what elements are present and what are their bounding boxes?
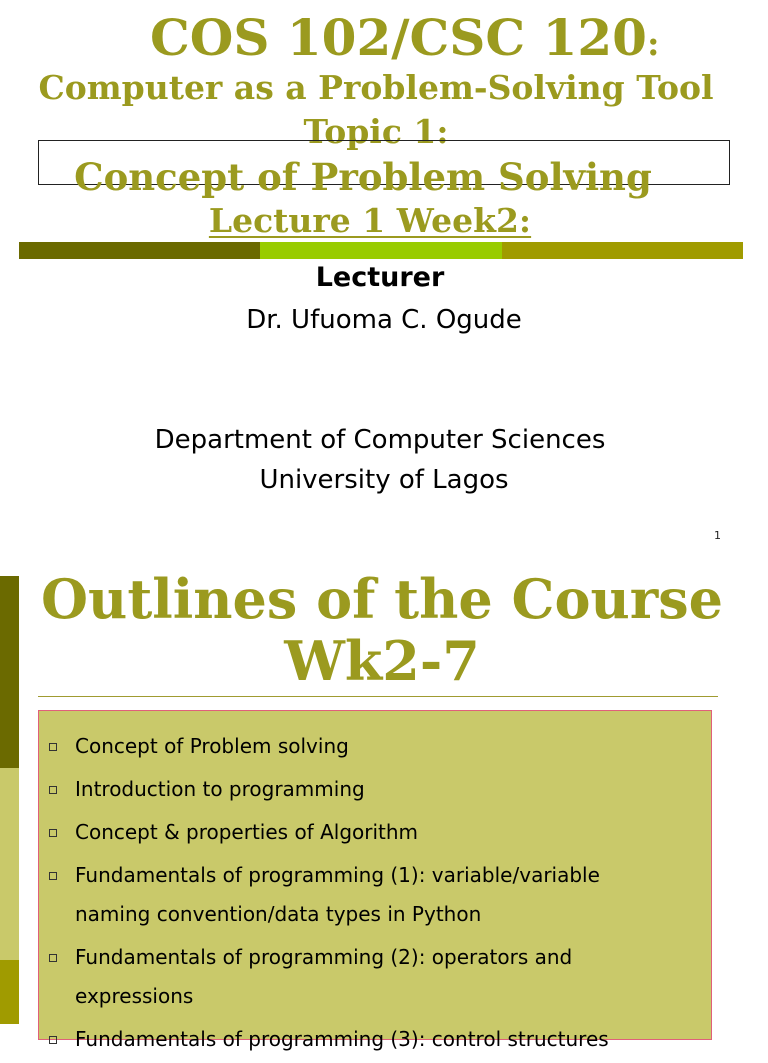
- square-bullet-icon: [49, 743, 57, 751]
- outline-title: [28, 568, 736, 692]
- list-item-text: Introduction to programming: [75, 777, 365, 801]
- side-strip-segment-olive: [0, 960, 19, 1024]
- list-item-text: Concept & properties of Algorithm: [75, 820, 419, 844]
- title-divider: [38, 696, 718, 697]
- color-bar-segment-olive: [502, 242, 743, 259]
- side-strip-segment-dark: [0, 576, 19, 768]
- page-number: 1: [714, 529, 721, 542]
- color-bar-segment-dark: [19, 242, 260, 259]
- course-code-heading: [150, 10, 660, 72]
- decorative-color-bar: [19, 242, 743, 259]
- outline-list: [39, 727, 711, 1063]
- square-bullet-icon: [49, 829, 57, 837]
- side-strip-segment-light: [0, 768, 19, 960]
- square-bullet-icon: [49, 872, 57, 880]
- list-item: [39, 938, 711, 1016]
- lecturer-label: Lecturer: [315, 262, 445, 293]
- square-bullet-icon: [49, 786, 57, 794]
- list-item: [39, 856, 711, 934]
- outline-title-line1: Outlines of the Course: [41, 567, 723, 631]
- topic-name: Concept of Problem Solving: [74, 155, 652, 199]
- list-item: [39, 813, 711, 852]
- outline-content-box: [38, 710, 712, 1051]
- university-name: University of Lagos: [259, 465, 509, 495]
- list-item-text: Fundamentals of programming (2): operators and expressions: [75, 945, 573, 1008]
- square-bullet-icon: [49, 1036, 57, 1044]
- list-item: [39, 770, 711, 809]
- color-bar-segment-lime: [260, 242, 501, 259]
- course-code-text: COS 102/CSC 120: [150, 8, 647, 67]
- list-item-text: Fundamentals of programming (3): control structures: [75, 1027, 609, 1051]
- outline-title-line2: Wk2-7: [284, 629, 480, 693]
- course-title: Computer as a Problem-Solving Tool: [38, 68, 714, 107]
- list-item-text: Concept of Problem solving: [75, 734, 349, 758]
- lecture-week-link[interactable]: Lecture 1 Week2:: [208, 201, 532, 240]
- topic-label: Topic 1:: [303, 112, 449, 151]
- list-item: [39, 1020, 711, 1059]
- department-name: Department of Computer Sciences: [154, 425, 606, 455]
- decorative-side-strip: [0, 576, 19, 1024]
- course-code-colon: :: [646, 24, 660, 64]
- square-bullet-icon: [49, 954, 57, 962]
- lecturer-name: Dr. Ufuoma C. Ogude: [246, 305, 522, 335]
- list-item-text: Fundamentals of programming (1): variable/variable naming convention/data types in Python: [75, 863, 600, 926]
- list-item: [39, 727, 711, 766]
